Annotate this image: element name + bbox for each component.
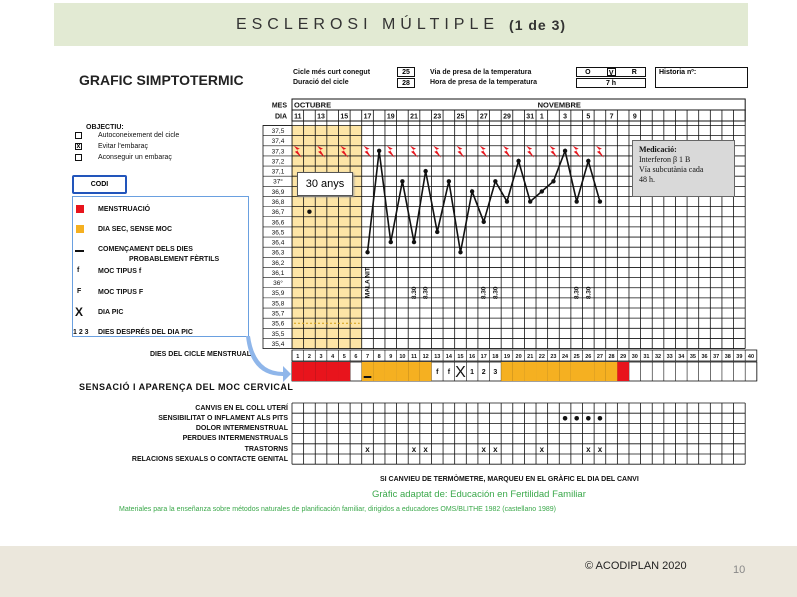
date-label: 21 [410, 113, 418, 121]
temp-tick-label: 36,6 [271, 219, 285, 227]
temperature-point [551, 179, 555, 183]
cycle-day-number: 20 [515, 354, 522, 360]
footer [0, 546, 797, 597]
date-label: 23 [433, 113, 442, 121]
time-note: 8.30 [480, 286, 488, 300]
cycle-day-number: 6 [354, 354, 358, 360]
graph-title: GRAFIC SIMPTOTERMIC [79, 72, 244, 88]
mucus-dry-cell [373, 362, 385, 381]
cycle-day-number: 3 [319, 354, 323, 360]
temperature-point [505, 199, 509, 203]
materials-note: Materiales para la enseñanza sobre métodos naturales de planificación familiar, dirigidos a educadores OMS/BLITHE 1982 (castellano 1989) [119, 506, 556, 513]
mucus-dry-cell [571, 362, 583, 381]
legend-dry-day: DIA SEC, SENSE MOC [98, 226, 173, 233]
mucus-dry-cell [397, 362, 409, 381]
temp-tick-label: 36,7 [271, 209, 285, 217]
cycle-day-number: 18 [492, 354, 499, 360]
mucus-f-mark: f [436, 369, 439, 376]
adapted-note: Gràfic adaptat de: Educación en Fertilidad Familiar [372, 489, 586, 500]
temp-route-vaginal: V [608, 70, 614, 77]
temp-time-value: 7 h [576, 78, 646, 88]
temperature-point [493, 179, 497, 183]
symptom-label-breast: SENSIBILITAT O INFLAMENT ALS PITS [158, 415, 288, 422]
mucus-dry-cell [548, 362, 560, 381]
temp-tick-label: 36,3 [271, 249, 285, 257]
history-label: Historia nº: [659, 69, 697, 76]
medication-line-3: 48 h. [639, 175, 655, 184]
temperature-point [377, 149, 381, 153]
day-row [292, 110, 745, 121]
time-note: 8.30 [492, 286, 500, 300]
medication-title: Medicació: [639, 145, 677, 154]
cycle-day-number: 38 [724, 354, 731, 360]
codi-label: CODI [72, 175, 127, 194]
time-note: 8.30 [573, 286, 581, 300]
temp-tick-label: 37,3 [271, 148, 285, 156]
symptom-label-cervix: CANVIS EN EL COLL UTERÍ [195, 405, 288, 412]
temperature-point [528, 199, 532, 203]
temp-tick-label: 35,7 [271, 310, 285, 318]
legend-post-peak: DIES DESPRÉS DEL DIA PIC [98, 329, 193, 336]
mes-label: MES [271, 102, 287, 110]
mucus-f-mark: f [447, 369, 451, 376]
objective-option-3: Aconseguir un embaraç [98, 154, 172, 161]
breast-symptom-dot [598, 416, 603, 421]
mucus-menstruation-cell [617, 362, 629, 381]
slide-title: ESCLEROSI MÚLTIPLE [235, 15, 500, 33]
age-annotation: 30 anys [297, 172, 353, 196]
cycle-day-number: 19 [503, 354, 511, 360]
disorder-mark: x [481, 444, 486, 454]
date-label: 27 [479, 113, 488, 121]
cycle-day-number: 31 [643, 354, 650, 360]
temperature-point [389, 240, 393, 244]
symptom-label-disorders: TRASTORNS [244, 446, 288, 453]
temp-tick-label: 35,6 [271, 320, 285, 328]
breast-symptom-dot [563, 416, 568, 421]
temperature-point [412, 240, 416, 244]
cycle-day-number: 13 [434, 354, 441, 360]
temp-route-oral: O [585, 69, 591, 76]
disorder-mark: x [365, 444, 370, 454]
temp-route-label: Via de presa de la temperatura [430, 69, 532, 76]
cycle-day-number: 30 [631, 354, 638, 360]
mucus-menstruation-cell [315, 362, 327, 381]
legend-mucus-F: MOC TIPUS F [98, 289, 144, 296]
month-november: NOVEMBRE [537, 100, 581, 110]
bad-night-note: MALA NIT [364, 267, 372, 299]
mucus-dry-cell [420, 362, 432, 381]
temp-tick-label: 35,9 [271, 290, 285, 298]
cycle-day-number: 36 [701, 354, 708, 360]
temp-tick-label: 36,2 [271, 259, 285, 267]
legend-fertile-start-2: PROBABLEMENT FÈRTILS [129, 256, 220, 263]
temp-tick-label: 36,9 [271, 188, 285, 196]
cycle-day-number: 29 [620, 354, 627, 360]
temperature-point [482, 220, 486, 224]
disorder-mark: x [423, 444, 428, 454]
slide-subtitle: (1 de 3) [509, 16, 567, 33]
temperature-point [458, 250, 462, 254]
cycle-day-number: 4 [331, 354, 335, 360]
cycle-length-label: Duració del cicle [293, 79, 349, 86]
cycle-day-number: 8 [377, 354, 381, 360]
temp-tick-label: 37,1 [271, 168, 285, 176]
time-note: 8.30 [585, 286, 593, 300]
temp-tick-label: 36,1 [271, 269, 285, 277]
mucus-F-icon: F [77, 288, 82, 295]
thermometer-note: SI CANVIEU DE TERMÒMETRE, MARQUEU EN EL GRÀFIC EL DIA DEL CANVI [380, 476, 639, 483]
date-label: 19 [386, 113, 395, 121]
disorder-mark: x [411, 444, 417, 454]
temperature-point [540, 189, 544, 193]
peak-day-x-icon: X [75, 305, 84, 319]
dia-label: DIA [274, 113, 287, 121]
cycle-day-number: 12 [422, 354, 429, 360]
disorder-mark: x [539, 444, 545, 454]
post-peak-mark: 1 [470, 369, 475, 376]
temp-tick-label: 36° [273, 280, 283, 288]
mucus-dry-cell [536, 362, 548, 381]
date-label: 3 [563, 113, 568, 121]
medication-line-1: Interferon β 1 B [639, 155, 691, 164]
temperature-point [423, 169, 427, 173]
cycle-day-number: 35 [689, 354, 696, 360]
cycle-day-number: 28 [608, 354, 615, 360]
cycle-day-number: 34 [678, 354, 685, 360]
mucus-dry-cell [524, 362, 536, 381]
peak-day-mark: X [455, 364, 466, 381]
cycle-day-number: 22 [538, 354, 545, 360]
temperature-point [435, 230, 439, 234]
month-row [292, 99, 745, 110]
mucus-dry-cell [501, 362, 513, 381]
cycle-day-number: 5 [342, 354, 346, 360]
date-label: 11 [294, 113, 302, 121]
disorder-mark: x [597, 444, 603, 454]
temp-tick-label: 35,5 [271, 330, 285, 338]
temp-tick-label: 36,4 [271, 239, 285, 247]
objective-option-1: Autoconeixement del cicle [98, 132, 180, 139]
cycle-day-number: 40 [747, 354, 755, 360]
cycle-day-number: 2 [307, 354, 311, 360]
symptom-label-intercourse: RELACIONS SEXUALS O CONTACTE GENITAL [131, 456, 288, 463]
mucus-menstruation-cell [304, 362, 316, 381]
date-label: 15 [340, 113, 349, 121]
cycle-day-number: 15 [457, 354, 464, 360]
date-label: 5 [586, 113, 591, 121]
temperature-point [365, 250, 369, 254]
breast-symptom-dot [574, 416, 579, 421]
symptom-label-pain: DOLOR INTERMENSTRUAL [195, 425, 288, 432]
mucus-title: SENSACIÓ I APARENÇA DEL MOC CERVICAL [79, 382, 294, 392]
temp-tick-label: 37,2 [271, 158, 285, 166]
legend-fertile-start: COMENÇAMENT DELS DIES [98, 246, 193, 253]
temp-time-label: Hora de presa de la temperatura [430, 79, 537, 86]
objective-checkbox-2: x [76, 143, 81, 150]
disorder-mark: x [586, 444, 591, 454]
mucus-f-icon: f [77, 267, 80, 274]
shortest-cycle-value: 25 [397, 67, 415, 77]
temperature-point [470, 189, 474, 193]
medication-note [632, 140, 735, 197]
mucus-dry-cell [594, 362, 606, 381]
cycle-day-number: 33 [666, 354, 673, 360]
mucus-menstruation-cell [338, 362, 350, 381]
objective-option-2: Evitar l'embaraç [98, 143, 148, 150]
cycle-length-value: 28 [397, 78, 415, 88]
cycle-day-number: 37 [713, 354, 720, 360]
post-peak-mark: 2 [481, 369, 486, 376]
temperature-point [598, 199, 602, 203]
shortest-cycle-label: Cicle més curt conegut [293, 69, 371, 76]
date-label: 17 [363, 113, 372, 121]
temp-tick-label: 36,5 [271, 229, 285, 237]
mucus-menstruation-cell [292, 362, 304, 381]
time-note: 8.30 [422, 286, 430, 300]
cycle-day-number: 10 [399, 354, 406, 360]
temperature-point [516, 159, 520, 163]
temperature-point [400, 179, 404, 183]
month-october: OCTUBRE [294, 100, 332, 110]
temperature-point [586, 159, 590, 163]
date-label: 1 [539, 113, 544, 121]
date-label: 7 [609, 113, 614, 121]
legend-mucus-f: MOC TIPUS f [98, 268, 142, 275]
date-label: 25 [456, 113, 465, 121]
date-label: 9 [632, 113, 637, 121]
cycle-day-number: 1 [296, 354, 300, 360]
mucus-dry-cell [583, 362, 595, 381]
cycle-day-number: 39 [736, 354, 743, 360]
cycle-day-number: 16 [469, 354, 476, 360]
objective-title: OBJECTIU: [86, 124, 124, 131]
date-label: 31 [526, 113, 535, 121]
mucus-dry-cell [559, 362, 571, 381]
mucus-dry-cell [408, 362, 420, 381]
temperature-point [447, 179, 451, 183]
cycle-day-number: 27 [596, 354, 603, 360]
time-note: 8.30 [411, 286, 419, 300]
medication-line-2: Vía subcutània cada [639, 165, 704, 174]
date-label: 13 [317, 113, 325, 121]
temp-tick-label: 35,8 [271, 300, 285, 308]
temp-tick-label: 37,5 [271, 128, 285, 135]
temperature-point [307, 209, 311, 213]
cycle-day-number: 7 [365, 354, 370, 360]
legend-peak-day: DIA PIC [98, 309, 124, 316]
cycle-day-number: 32 [654, 354, 662, 360]
cycle-days-label: DIES DEL CICLE MENSTRUAL [150, 351, 251, 358]
mucus-dry-cell [362, 362, 374, 381]
temp-tick-label: 37° [273, 178, 283, 186]
mucus-dry-cell [513, 362, 525, 381]
date-label: 29 [503, 113, 511, 121]
page-number: 10 [733, 564, 746, 576]
temp-tick-label: 35,4 [271, 340, 285, 348]
symptom-label-spotting: PERDUES INTERMENSTRUALS [182, 435, 288, 442]
copyright: © ACODIPLAN 2020 [585, 560, 687, 572]
cycle-day-number: 24 [562, 354, 569, 360]
cycle-day-number: 23 [550, 354, 557, 360]
post-peak-mark: 3 [493, 369, 498, 376]
mucus-dry-cell [606, 362, 618, 381]
mucus-dry-cell [385, 362, 397, 381]
disorder-mark: x [493, 444, 498, 454]
temp-tick-label: 37,4 [271, 138, 285, 146]
temp-route-rectal: R [631, 69, 637, 76]
temperature-point [574, 199, 578, 203]
cycle-day-number: 26 [585, 354, 592, 360]
cycle-day-number: 25 [573, 354, 580, 360]
temp-tick-label: 36,8 [271, 198, 285, 206]
legend-menstruation: MENSTRUACIÓ [98, 206, 151, 213]
breast-symptom-dot [586, 416, 591, 421]
cycle-day-number: 17 [480, 354, 487, 360]
post-peak-numbers-icon: 1 2 3 [73, 329, 89, 336]
cycle-day-number: 9 [389, 354, 393, 360]
cycle-day-number: 11 [411, 354, 417, 360]
temperature-point [563, 149, 567, 153]
mucus-menstruation-cell [327, 362, 339, 381]
cycle-day-number: 21 [527, 354, 534, 360]
cycle-day-number: 14 [445, 354, 452, 360]
